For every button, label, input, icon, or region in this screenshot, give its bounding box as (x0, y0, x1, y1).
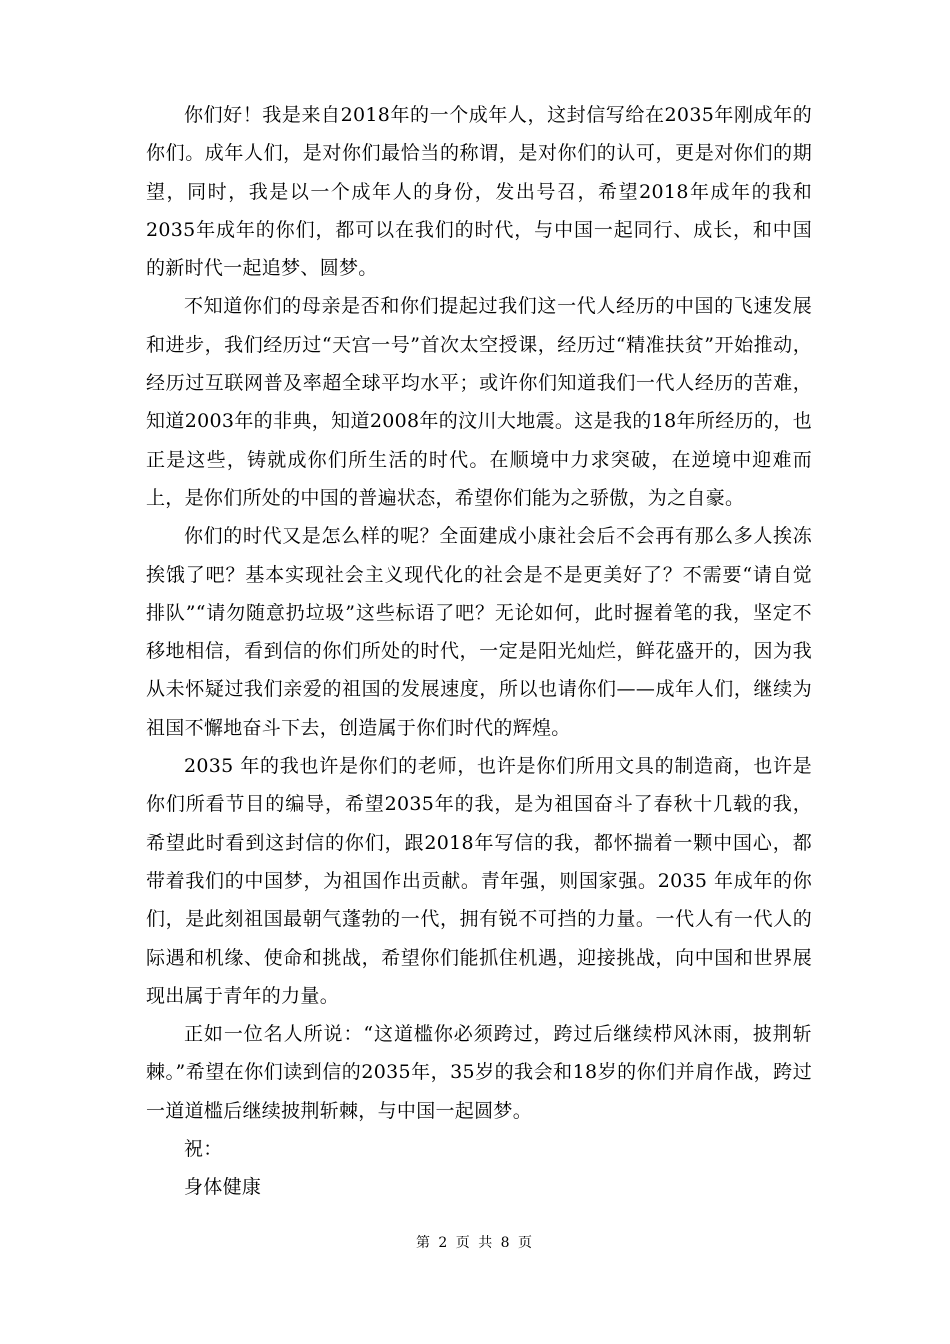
letter-body (146, 96, 812, 1207)
paragraph-2: 不知道你们的母亲是否和你们提起过我们这一代人经历的中国的飞速发展和进步，我们经历过“天宫一号”首次太空授课，经历过“精准扶贫”开始推动，经历过互联网普及率超全球平均水平；或许你们知道我们一代人经历的苦难，知道2003年的非典，知道2008年的汶川大地震。这是我的18年所经历的，也正是这些，铸就成你们所生活的时代。在顺境中力求突破，在逆境中迎难而上，是你们所处的中国的普遍状态，希望你们能为之骄傲，为之自豪。 (146, 295, 812, 509)
closing-salutation: 祝： (184, 1138, 223, 1161)
paragraph-3: 你们的时代又是怎么样的呢？全面建成小康社会后不会再有那么多人挨冻挨饿了吧？基本实现社会主义现代化的社会是不是更美好了？不需要“请自觉排队”“请勿随意扔垃圾”这些标语了吧？无论如何，此时握着笔的我，坚定不移地相信，看到信的你们所处的时代，一定是阳光灿烂，鲜花盛开的，因为我从未怀疑过我们亲爱的祖国的发展速度，所以也请你们——成年人们，继续为祖国不懈地奋斗下去，创造属于你们时代的辉煌。 (146, 525, 812, 739)
closing-wish: 身体健康 (184, 1176, 262, 1199)
paragraph-4: 2035 年的我也许是你们的老师，也许是你们所用文具的制造商，也许是你们所看节目的编导，希望2035年的我，是为祖国奋斗了春秋十几载的我，希望此时看到这封信的你们，跟2018年写信的我，都怀揣着一颗中国心，都带着我们的中国梦，为祖国作出贡献。青年强，则国家强。2035 年成年的你们，是此刻祖国最朝气蓬勃的一代，拥有锐不可挡的力量。一代人有一代人的际遇和机缘、使命和挑战，希望你们能抓住机遇，迎接挑战，向中国和世界展现出属于青年的力量。 (146, 755, 812, 1007)
paragraph-1: 你们好！我是来自2018年的一个成年人，这封信写给在2035年刚成年的你们。成年人们，是对你们最恰当的称谓，是对你们的认可，更是对你们的期望，同时，我是以一个成年人的身份，发出号召，希望2018年成年的我和2035年成年的你们，都可以在我们的时代，与中国一起同行、成长，和中国的新时代一起追梦、圆梦。 (146, 104, 812, 280)
page-number-footer: 第 2 页 共 8 页 (415, 1235, 535, 1251)
paragraph-5: 正如一位名人所说：“这道槛你必须跨过，跨过后继续栉风沐雨，披荆斩棘。”希望在你们读到信的2035年，35岁的我会和18岁的你们并肩作战，跨过一道道槛后继续披荆斩棘，与中国一起圆梦。 (146, 1023, 812, 1122)
